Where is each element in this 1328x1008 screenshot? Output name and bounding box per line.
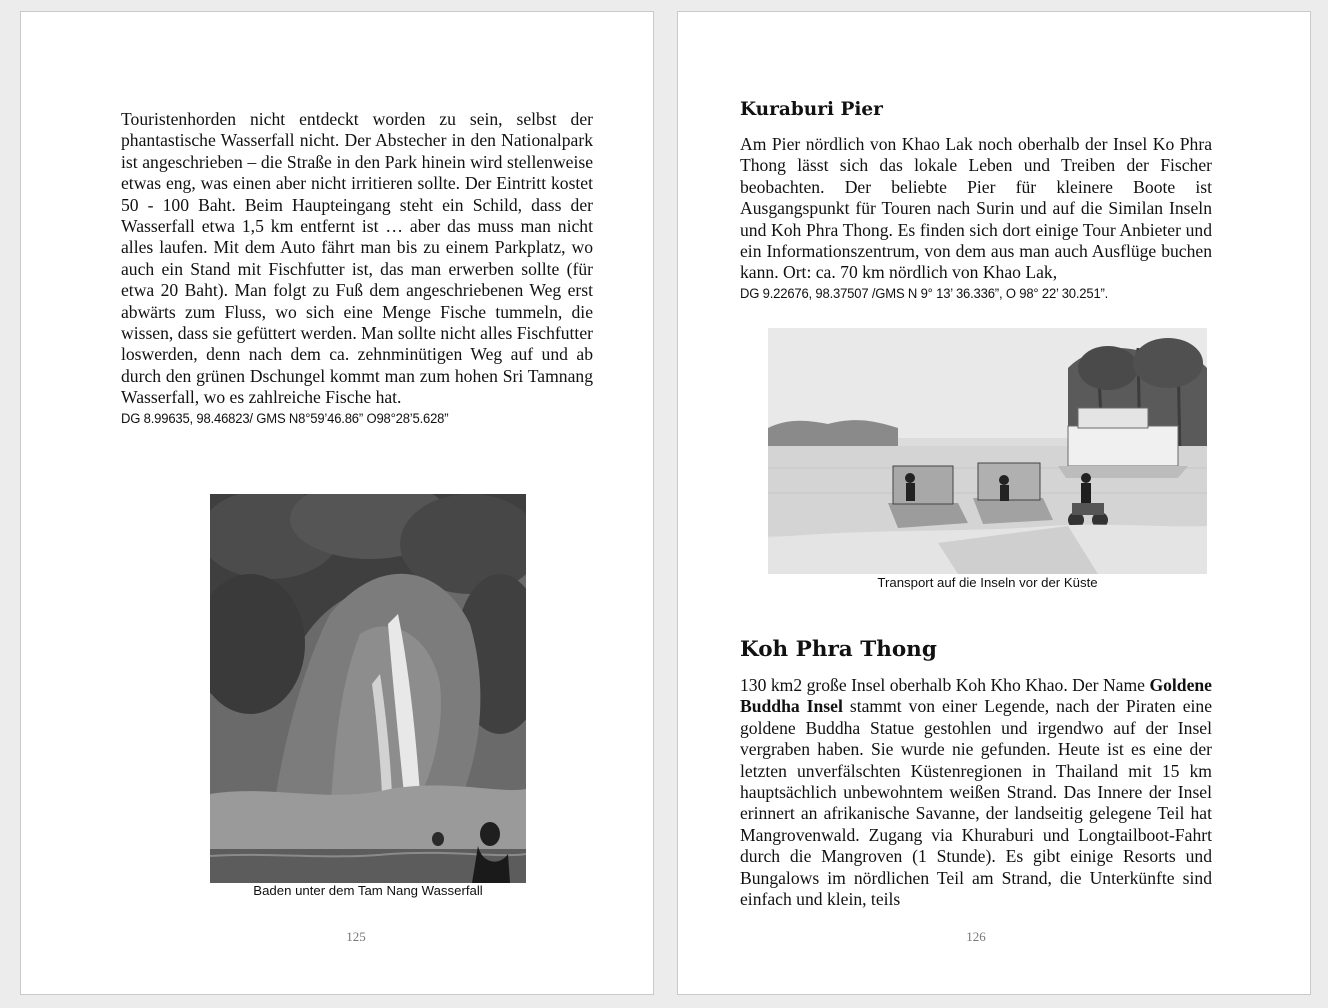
book-page-right: [677, 11, 1311, 995]
pier-photo-caption: Transport auf die Inseln vor der Küste: [877, 575, 1098, 590]
paragraph-text: Touristenhorden nicht entdeckt worden zu sein, selbst der phantastische Wasserfall nicht. Der Abstecher in den Nationalpark ist angeschrieben – die Straße in den Park hinein wird stellenweise etwas eng, was einen aber nicht irritieren sollte. Der Eintritt kostet 50 - 100 Baht. Beim Haupteingang steht ein Schild, dass der Wasserfall etwa 1,5 km entfernt ist … aber das muss man nicht alles laufen. Mit dem Auto fährt man bis zu einem Parkplatz, wo auch ein Stand mit Fischfutter ist, das man erwerben sollte (für etwa 20 Baht). Man folgt zu Fuß dem angeschriebenen Weg erst abwärts zum Fluss, wo sich eine Menge Fische tummeln, die wissen, dass sie gefüttert werden. Man sollte nicht alles Fischfutter loswerden, denn nach dem ca. zehnminütigen Weg auf und ab durch den grünen Dschungel kommt man zum hohen Sri Tamnang Wasserfall, wo es zahlreiche Fische hat.: [121, 109, 593, 408]
page-number: 126: [966, 929, 986, 944]
paragraph-text-start: 130 km2 große Insel oberhalb Koh Kho Khao. Der Name: [740, 675, 1150, 695]
waterfall-photo-caption: Baden unter dem Tam Nang Wasserfall: [253, 883, 483, 898]
section-heading-kuraburi-pier: Kuraburi Pier: [740, 99, 883, 120]
pier-photo: [768, 328, 1207, 574]
koh-phra-thong-paragraph: [740, 675, 1212, 910]
paragraph-text-rest: stammt von einer Legende, nach der Piraten eine goldene Buddha Statue gestohlen und irgendwo auf der Insel vergraben haben. Sie wurde nie gefunden. Heute ist es eine der letzten unverfälschten Küstenregionen in Thailand mit 15 km hauptsächlich unbewohntem weißen Strand. Das Innere der Insel erinnert an afrikanische Savanne, der landseitig gelegene Teil hat Mangrovenwald. Zugang via Khuraburi und Longtailboot-Fahrt durch die Mangroven (1 Stunde). Es gibt einige Resorts und Bungalows im nördlichen Teil am Strand, die Unterkünfte sind einfach und klein, teils: [740, 696, 1212, 910]
bold-term: Goldene Buddha Insel: [740, 675, 1212, 717]
gps-coordinates: DG 8.99635, 98.46823/ GMS N8°59’46.86” O98°28’5.628”: [121, 410, 449, 427]
waterfall-photo: [210, 494, 526, 883]
page-number: 125: [346, 929, 366, 944]
kuraburi-pier-paragraph: [740, 134, 1212, 304]
gps-coordinates: DG 9.22676, 98.37507 /GMS N 9° 13’ 36.336”, O 98° 22’ 30.251”.: [740, 285, 1109, 302]
body-paragraph: [121, 109, 593, 429]
section-heading-koh-phra-thong: Koh Phra Thong: [740, 637, 937, 662]
paragraph-text: Am Pier nördlich von Khao Lak noch oberhalb der Insel Ko Phra Thong lässt sich das lokale Leben und Treiben der Fischer beobachten. Der beliebte Pier für kleinere Boote ist Ausgangspunkt für Touren nach Surin und auf die Similan Inseln und Koh Phra Thong. Es finden sich dort einige Tour Anbieter und ein Informationszentrum, von dem aus man auch Ausflüge buchen kann. Ort: ca. 70 km nördlich von Khao Lak,: [740, 134, 1212, 283]
book-page-left: [20, 11, 654, 995]
